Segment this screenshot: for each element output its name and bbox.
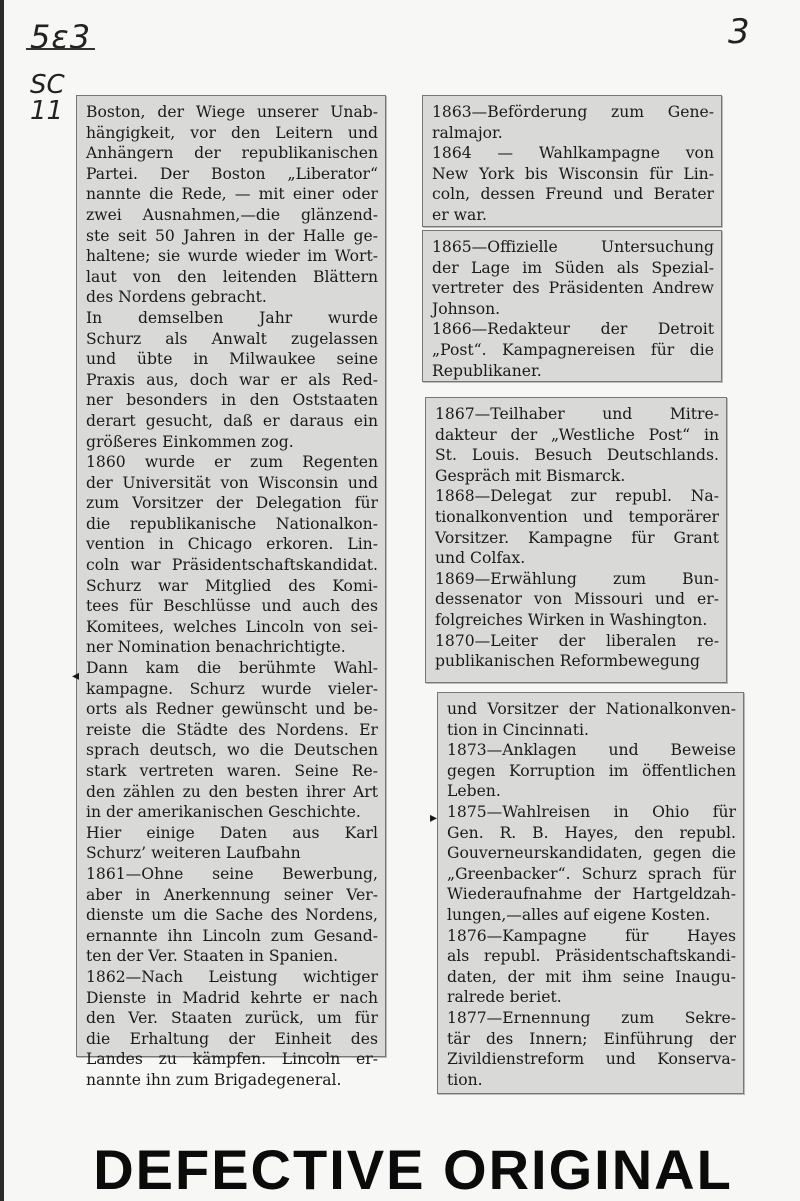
text-line: zum Vorsitzer der Delegation für — [86, 494, 378, 513]
text-line: Schurz als Anwalt zugelassen — [86, 329, 378, 348]
text-line: Gespräch mit Bismarck. — [435, 466, 626, 485]
page-number: 3 — [728, 12, 750, 52]
text-line: Zivildienstreform und Konserva- — [447, 1050, 736, 1069]
text-line: 1862—Nach Leistung wichtiger — [86, 967, 378, 986]
text-line: publikanischen Reformbewegung — [435, 652, 700, 671]
clipping-text — [423, 231, 721, 385]
text-line: dienste um die Sache des Nordens, — [86, 906, 378, 925]
text-line: stark vertreten waren. Seine Re- — [86, 762, 378, 780]
text-line: kampagne. Schurz wurde vieler- — [86, 679, 378, 698]
text-line: und Vorsitzer der Nationalkonven- — [447, 700, 736, 718]
text-line: Landes zu kämpfen. Lincoln er- — [86, 1050, 378, 1069]
text-line: 1868—Delegat zur republ. Na- — [435, 487, 719, 506]
text-line: Dann kam die berühmte Wahl- — [86, 659, 378, 678]
text-line: 1860 wurde er zum Regenten — [86, 453, 378, 472]
text-line: die Erhaltung der Einheit des — [86, 1029, 378, 1048]
text-line: des Nordens gebracht. — [86, 288, 267, 307]
text-line: coln, dessen Freund und Berater — [432, 185, 714, 204]
text-line: den zählen zu den besten ihrer Art — [86, 782, 378, 801]
text-line: nannte ihn zum Brigadegeneral. — [86, 1070, 342, 1089]
text-line: 1869—Erwählung zum Bun- — [435, 569, 719, 588]
text-line: zwei Ausnahmen,—die glänzend- — [86, 205, 378, 224]
text-line: Schurz’ weiteren Laufbahn — [86, 844, 301, 863]
scan-mark: ▸ — [430, 810, 438, 826]
text-line: Dienste in Madrid kehrte er nach — [86, 988, 378, 1007]
text-line: Leben. — [447, 782, 501, 801]
text-line: tionalkonvention und temporärer — [435, 507, 719, 526]
text-line: 1861—Ohne seine Bewerbung, — [86, 864, 378, 883]
text-line: Vorsitzer. Kampagne für Grant — [435, 528, 719, 547]
text-line: er war. — [432, 205, 487, 224]
text-line: der Lage im Süden als Spezial- — [432, 258, 714, 277]
clipping-1867-1870 — [425, 397, 727, 683]
text-line: vention in Chicago erkoren. Lin- — [86, 535, 378, 554]
text-line: tion in Cincinnati. — [447, 720, 589, 739]
text-line: folgreiches Wirken in Washington. — [435, 610, 708, 629]
scan-mark: ◂ — [72, 668, 80, 684]
text-line: 1863—Beförderung zum Gene- — [432, 103, 714, 121]
clipping-1865-1866 — [422, 230, 722, 382]
scan-edge — [0, 0, 4, 1201]
handwritten-code: SC 11 — [30, 70, 65, 126]
text-line: ste seit 50 Jahren in der Halle ge- — [86, 226, 378, 245]
text-line: Partei. Der Boston „Liberator“ — [86, 164, 378, 183]
text-line: Gouverneurskandidaten, gegen die — [447, 844, 736, 863]
text-line: laut von den leitenden Blättern — [86, 267, 378, 286]
text-line: derart gesucht, daß er daraus ein — [86, 411, 378, 430]
text-line: ralrede beriet. — [447, 988, 562, 1007]
text-line: 1864 — Wahlkampagne von — [432, 144, 714, 163]
text-line: hängigkeit, vor den Leitern und — [86, 123, 378, 142]
clipping-left-column — [76, 95, 386, 1089]
text-line: die republikanische Nationalkon- — [86, 514, 378, 533]
clipping-text — [423, 96, 721, 230]
text-line: Schurz war Mitglied des Komi- — [86, 576, 378, 595]
text-line: in der amerikanischen Geschichte. — [86, 803, 361, 822]
text-line: vertreter des Präsidenten Andrew — [432, 279, 714, 298]
text-line: lungen,—alles auf eigene Kosten. — [447, 905, 711, 924]
text-line: tees für Beschlüsse und auch des — [86, 597, 378, 616]
text-line: ralmajor. — [432, 123, 503, 142]
text-line: 1866—Redakteur der Detroit — [432, 320, 714, 339]
text-line: als republ. Präsidentschaftskandi- — [447, 947, 736, 966]
text-line: aber in Anerkennung seiner Ver- — [86, 885, 378, 904]
clipping-1870-1877 — [437, 692, 744, 1094]
text-line: „Greenbacker“. Schurz sprach für — [447, 864, 736, 883]
text-line: dessenator von Missouri und er- — [435, 590, 719, 609]
text-line: haltene; sie wurde wieder im Wort- — [86, 247, 378, 266]
text-line: ernannte ihn Lincoln zum Gesand- — [86, 926, 378, 945]
handwritten-number: 5ɛ3 — [30, 18, 92, 56]
text-line: 1865—Offizielle Untersuchung — [432, 238, 714, 256]
text-line: Anhängern der republikanischen — [86, 144, 378, 163]
text-line: dakteur der „Westliche Post“ in — [435, 425, 719, 444]
banner-text: DEFECTIVE ORIGINAL — [93, 1138, 733, 1201]
text-line: Boston, der Wiege unserer Unab- — [86, 103, 378, 121]
text-line: 1875—Wahlreisen in Ohio für — [447, 802, 736, 821]
text-line: den Ver. Staaten zurück, um für — [86, 1009, 378, 1028]
clipping-text — [77, 96, 385, 1095]
text-line: Johnson. — [432, 299, 501, 318]
text-line: tär des Innern; Einführung der — [447, 1029, 736, 1048]
text-line: und Colfax. — [435, 549, 526, 568]
text-line: 1870—Leiter der liberalen re- — [435, 631, 719, 650]
text-line: größeres Einkommen zog. — [86, 432, 294, 451]
text-line: reiste die Städte des Nordens. Er — [86, 720, 378, 739]
defective-original-banner — [88, 1138, 738, 1201]
text-line: New York bis Wisconsin für Lin- — [432, 164, 714, 183]
clipping-text — [438, 693, 743, 1094]
text-line: ner besonders in den Oststaaten — [86, 391, 378, 410]
text-line: ten der Ver. Staaten in Spanien. — [86, 947, 339, 966]
text-line: Komitees, welches Lincoln von sei- — [86, 617, 378, 636]
text-line: In demselben Jahr wurde — [86, 308, 378, 327]
text-line: Praxis aus, doch war er als Red- — [86, 370, 378, 389]
text-line: St. Louis. Besuch Deutschlands. — [435, 446, 719, 465]
text-line: gegen Korruption im öffentlichen — [447, 761, 736, 780]
text-line: 1877—Ernennung zum Sekre- — [447, 1008, 736, 1027]
text-line: 1876—Kampagne für Hayes — [447, 926, 736, 945]
text-line: sprach deutsch, wo die Deutschen — [86, 741, 378, 760]
clipping-1863-1864 — [422, 95, 722, 227]
clipping-text — [426, 398, 726, 676]
text-line: 1867—Teilhaber und Mitre- — [435, 405, 719, 423]
text-line: daten, der mit ihm seine Inaugu- — [447, 967, 736, 986]
text-line: Gen. R. B. Hayes, den republ. — [447, 823, 736, 842]
text-line: ner Nomination benachrichtigte. — [86, 638, 346, 657]
text-line: Wiederaufnahme der Hartgeldzah- — [447, 885, 736, 904]
text-line: Hier einige Daten aus Karl — [86, 823, 378, 842]
text-line: und übte in Milwaukee seine — [86, 350, 378, 369]
text-line: Republikaner. — [432, 361, 542, 380]
text-line: nannte die Rede, — mit einer oder — [86, 185, 378, 204]
text-line: der Universität von Wisconsin und — [86, 473, 378, 492]
text-line: coln war Präsidentschaftskandidat. — [86, 556, 378, 575]
text-line: 1873—Anklagen und Beweise — [447, 741, 736, 760]
text-line: tion. — [447, 1070, 483, 1089]
text-line: „Post“. Kampagnereisen für die — [432, 340, 714, 359]
text-line: orts als Redner gewünscht und be- — [86, 700, 378, 719]
